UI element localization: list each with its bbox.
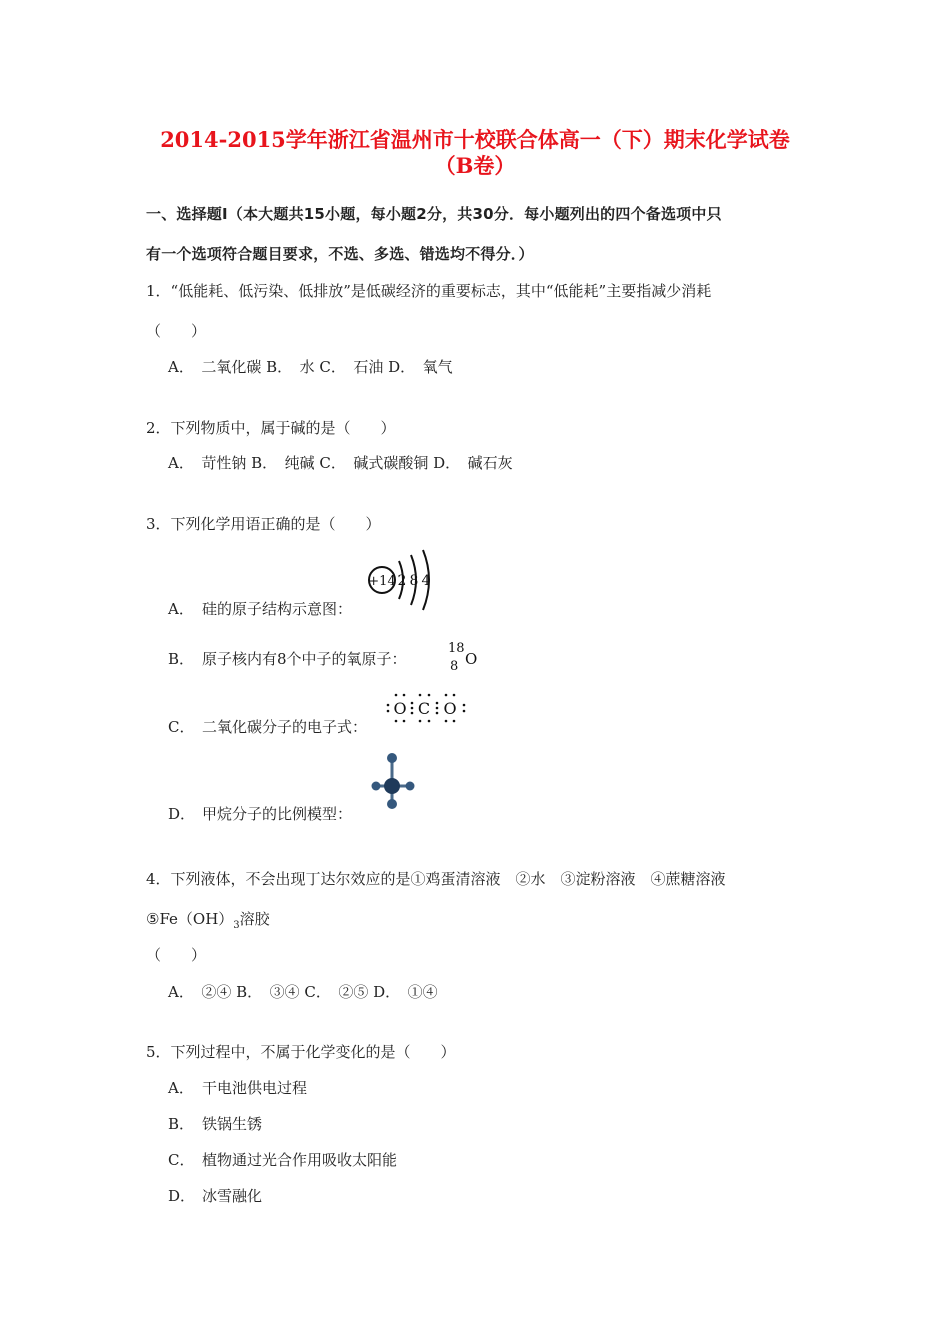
q4-options: A． ②④ B． ③④ C． ②⑤ D． ①④ bbox=[168, 983, 438, 1001]
q3-option-d bbox=[168, 803, 352, 824]
q5-stem: 5．下列过程中，不属于化学变化的是（ ） bbox=[146, 1043, 456, 1061]
q3-stem: 3．下列化学用语正确的是（ ） bbox=[146, 515, 381, 533]
atomic-number: 8 bbox=[450, 659, 459, 674]
nucleus-charge: +14 bbox=[368, 574, 396, 589]
q5-option-a-label: A． bbox=[168, 1079, 194, 1097]
q4-answer-paren: （ ） bbox=[146, 946, 207, 964]
q5-option-d-text: 冰雪融化 bbox=[202, 1187, 263, 1205]
q5-option-a bbox=[168, 1077, 307, 1098]
q5-option-d-label: D． bbox=[168, 1187, 196, 1205]
q3-option-d-text: 甲烷分子的比例模型： bbox=[202, 805, 353, 823]
methane-model-image bbox=[370, 752, 418, 812]
q5-option-b-label: B． bbox=[168, 1115, 195, 1133]
co2-atom-o1: O bbox=[393, 699, 407, 718]
shell-electrons-2: 8 bbox=[409, 573, 419, 589]
q4-stem-line2 bbox=[146, 908, 270, 931]
q3-option-c-text: 二氧化碳分子的电子式： bbox=[202, 718, 368, 736]
silicon-atom-structure-diagram bbox=[366, 546, 450, 612]
q3-option-c-label: C． bbox=[168, 718, 195, 736]
q5-option-c bbox=[168, 1149, 397, 1170]
q2-options: A． 苛性钠 B． 纯碱 C． 碱式碳酸铜 D． 碱石灰 bbox=[168, 454, 513, 472]
q1-answer-paren: （ ） bbox=[146, 322, 207, 340]
q3-option-d-label: D． bbox=[168, 805, 196, 823]
co2-atom-c: C bbox=[417, 699, 431, 718]
q3-option-b-label: B． bbox=[168, 650, 195, 668]
q5-option-b bbox=[168, 1113, 262, 1134]
q1-stem: 1．“低能耗、低污染、低排放”是低碳经济的重要标志，其中“低能耗”主要指减少消耗 bbox=[146, 282, 712, 300]
q3-option-a-text: 硅的原子结构示意图： bbox=[202, 600, 353, 618]
q4-stem2-sub: 3 bbox=[233, 920, 240, 931]
co2-electron-formula bbox=[384, 690, 476, 726]
q4-stem2-pre: ⑤Fe（OH） bbox=[146, 910, 234, 928]
q3-option-b bbox=[168, 648, 407, 669]
q3-option-b-text: 原子核内有8个中子的氧原子： bbox=[202, 650, 407, 668]
q4-stem2-post: 溶胶 bbox=[239, 910, 270, 928]
q5-option-b-text: 铁锅生锈 bbox=[202, 1115, 263, 1133]
co2-atom-o2: O bbox=[443, 699, 457, 718]
q4-stem: 4．下列液体，不会出现丁达尔效应的是①鸡蛋清溶液 ②水 ③淀粉溶液 ④蔗糖溶液 bbox=[146, 870, 726, 888]
q5-option-a-text: 干电池供电过程 bbox=[202, 1079, 308, 1097]
q2-stem: 2．下列物质中，属于碱的是（ ） bbox=[146, 419, 396, 437]
q3-option-a-label: A． bbox=[168, 600, 194, 618]
q5-option-d bbox=[168, 1185, 262, 1206]
q3-option-c bbox=[168, 716, 367, 737]
q5-option-c-label: C． bbox=[168, 1151, 195, 1169]
exam-title-line2: （B卷） bbox=[434, 153, 516, 178]
mass-number: 18 bbox=[448, 641, 465, 656]
section-heading-line2: 有一个选项符合题目要求，不选、多选、错选均不得分．） bbox=[146, 245, 534, 263]
q5-option-c-text: 植物通过光合作用吸收太阳能 bbox=[202, 1151, 398, 1169]
element-symbol: O bbox=[465, 650, 478, 668]
exam-title-line1: 2014-2015学年浙江省温州市十校联合体高一（下）期末化学试卷 bbox=[160, 127, 790, 152]
section-heading-line1: 一、选择题Ⅰ（本大题共15小题，每小题2分，共30分．每小题列出的四个备选项中只 bbox=[146, 205, 722, 223]
q3-option-a bbox=[168, 598, 352, 619]
q1-options: A． 二氧化碳 B． 水 C． 石油 D． 氧气 bbox=[168, 358, 453, 376]
oxygen-isotope-symbol bbox=[446, 638, 478, 674]
shell-electrons-1: 2 bbox=[397, 573, 407, 589]
shell-electrons-3: 4 bbox=[421, 573, 431, 589]
